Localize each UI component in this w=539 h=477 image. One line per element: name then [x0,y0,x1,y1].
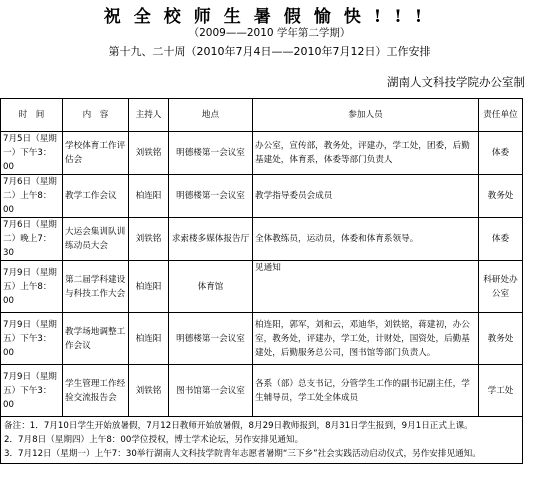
cell-host: 柏连阳 [129,175,169,218]
note-2: 2．7月8日（星期四）上午8：00学位授权，博士学术论坛，另作安排见通知。 [4,435,304,445]
cell-content: 第二届学科建设与科技工作大会 [63,261,129,313]
cell-attendees: 柏连阳，郭军，刘和云，邓迪华，刘铁铭，蒋建初，办公室，教务处，评建办，学工处，计财处，国资处，后勤基建处，后勤服务总公司，图书馆等部门负责人。 [253,313,479,365]
cell-time: 7月9日（星期五）下午3：00 [1,313,63,365]
table-row [1,132,523,175]
cell-host: 柏连阳 [129,261,169,313]
cell-place: 明德楼第一会议室 [169,132,253,175]
cell-unit: 科研处办公室 [479,261,523,313]
header-unit: 责任单位 [479,99,523,132]
cell-content: 教学工作会议 [63,175,129,218]
header-content: 内 容 [63,99,129,132]
table-row [1,175,523,218]
cell-unit: 教务处 [479,175,523,218]
cell-time: 7月9日（星期五）上午8：00 [1,261,63,313]
schedule-table [0,98,523,464]
note-3: 3．7月12日（星期一）上午7：30举行湖南人文科技学院青年志愿者暑期“三下乡”社会实践活动启动仪式，另作安排见通知。 [4,449,481,459]
page-title: 祝全校师生暑假愉快!!! [103,7,436,27]
cell-attendees: 各系（部）总支书记，分管学生工作的副书记副主任，学生辅导员，学工处全体成员 [253,365,479,417]
table-row [1,261,523,313]
cell-attendees: 见通知 [253,261,479,313]
cell-content: 学生管理工作经验交流报告会 [63,365,129,417]
table-row [1,218,523,261]
cell-place: 求索楼多媒体报告厅 [169,218,253,261]
cell-attendees: 办公室，宣传部，教务处，评建办，学工处，团委，后勤基建处，体育系，体委等部门负责人 [253,132,479,175]
cell-host: 柏连阳 [129,313,169,365]
notes-cell [1,417,523,464]
header-host: 主持人 [129,99,169,132]
header-time: 时 间 [1,99,63,132]
cell-content: 大运会集训队训练动员大会 [63,218,129,261]
cell-unit: 体委 [479,132,523,175]
cell-host: 刘铁铭 [129,132,169,175]
cell-unit: 学工处 [479,365,523,417]
academic-term: （2009——2010 学年第二学期） [188,27,351,39]
cell-content: 教学场地调整工作会议 [63,313,129,365]
header-place: 地点 [169,99,253,132]
cell-time: 7月6日（星期二）晚上7：30 [1,218,63,261]
cell-place: 图书馆第一会议室 [169,365,253,417]
cell-attendees: 教学指导委员会成员 [253,175,479,218]
cell-attendees: 全体教练员，运动员，体委和体育系领导。 [253,218,479,261]
note-1: 备注：1．7月10日学生开始放暑假，7月12日教师开始放暑假，8月29日教师报到，8月31日学生报到，9月1日正式上课。 [4,421,473,431]
cell-host: 刘铁铭 [129,218,169,261]
table-row [1,365,523,417]
cell-time: 7月9日（星期五）下午3：00 [1,365,63,417]
cell-place: 明德楼第一会议室 [169,175,253,218]
header-attendees: 参加人员 [253,99,479,132]
cell-unit: 教务处 [479,313,523,365]
notes-label: 备注： [4,421,30,431]
cell-host: 刘铁铭 [129,365,169,417]
notes-row [1,417,523,464]
schedule-heading: 第十九、二十周（2010年7月4日——2010年7月12日）工作安排 [108,45,431,58]
cell-place: 明德楼第一会议室 [169,313,253,365]
cell-time: 7月6日（星期二）上午8：00 [1,175,63,218]
table-row [1,313,523,365]
cell-unit: 体委 [479,218,523,261]
cell-content: 学校体育工作评估会 [63,132,129,175]
cell-time: 7月5日（星期一）下午3：00 [1,132,63,175]
cell-place: 体育馆 [169,261,253,313]
issuing-office: 湖南人文科技学院办公室制 [387,75,525,89]
table-header-row [1,99,523,132]
